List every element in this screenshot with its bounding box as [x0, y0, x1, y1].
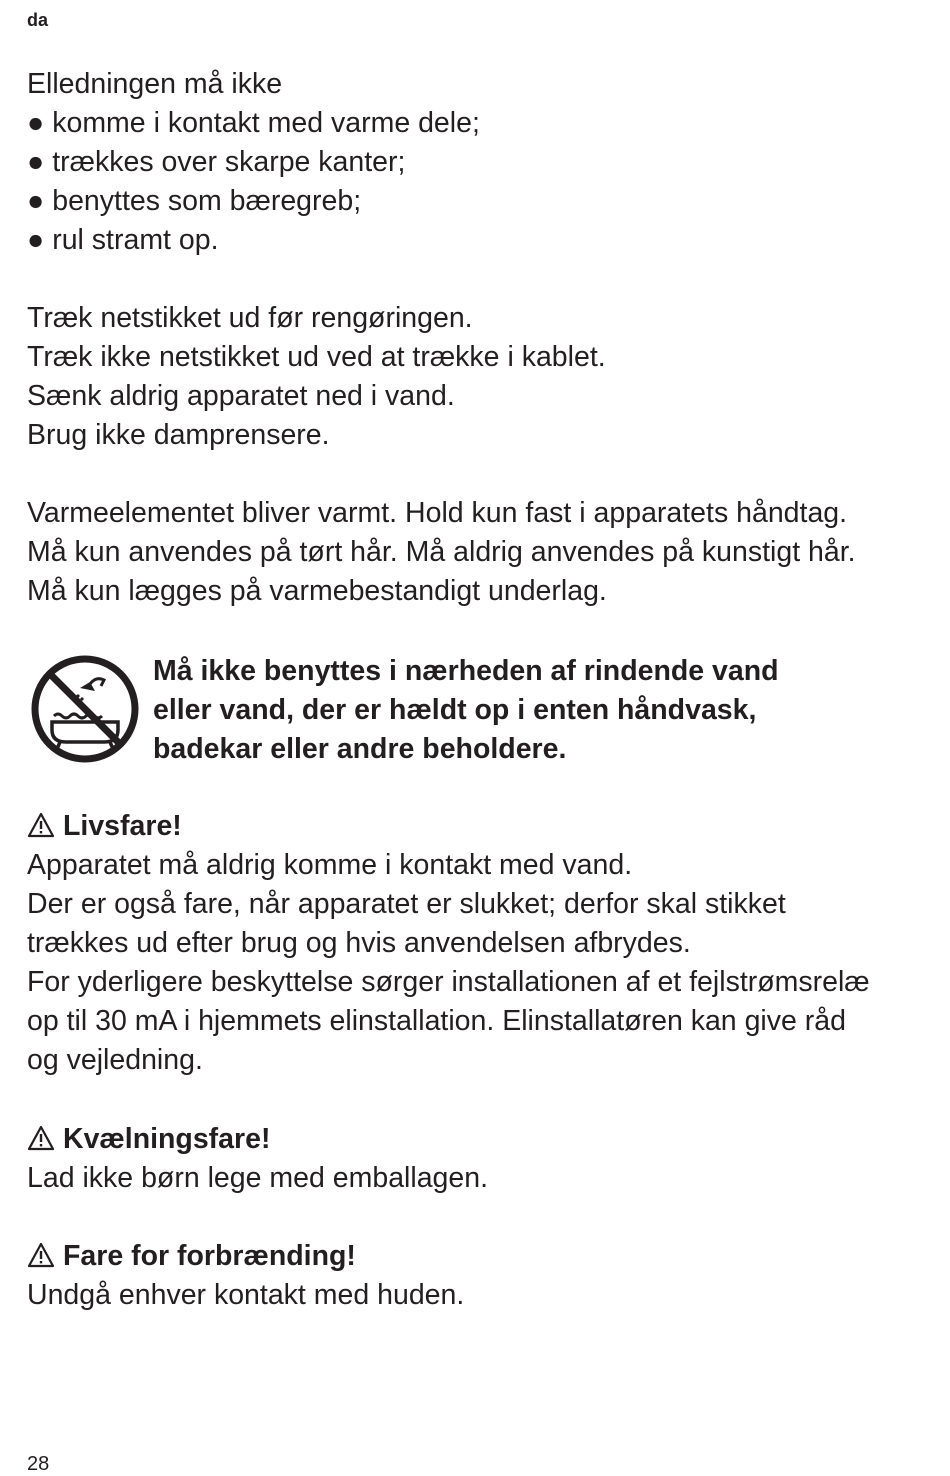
cleaning-section: [27, 299, 947, 455]
bullet-icon: ●: [27, 107, 45, 139]
text-line: Må kun anvendes på tørt hår. Må aldrig anvendes på kunstigt hår.: [27, 536, 856, 568]
cord-section: [27, 65, 947, 260]
text-line: Sænk aldrig apparatet ned i vand.: [27, 380, 455, 412]
list-item: ● rul stramt op.: [27, 224, 219, 256]
section-heading: Fare for forbrænding!: [27, 1237, 947, 1276]
warning-triangle-icon: [27, 812, 55, 838]
text-line: Træk netstikket ud før rengøringen.: [27, 302, 473, 334]
section-heading: Livsfare!: [27, 807, 947, 846]
text-line: Må kun lægges på varmebestandigt underlag.: [27, 575, 607, 607]
danger-life-section: [27, 807, 947, 1080]
list-item: ● trækkes over skarpe kanter;: [27, 146, 406, 178]
list-item: ● benyttes som bæregreb;: [27, 185, 362, 217]
text-line: Undgå enhver kontakt med huden.: [27, 1279, 465, 1311]
text-line: Træk ikke netstikket ud ved at trække i kablet.: [27, 341, 606, 373]
warning-triangle-icon: [27, 1125, 55, 1151]
text-line: eller vand, der er hældt op i enten håndvask,: [153, 694, 757, 726]
text-line: Varmeelementet bliver varmt. Hold kun fast i apparatets håndtag.: [27, 497, 848, 529]
danger-burn-section: [27, 1237, 947, 1315]
water-warning: [30, 652, 930, 772]
danger-suffocation-section: [27, 1120, 947, 1198]
water-warning-text: [153, 652, 779, 769]
cord-intro: Elledningen må ikke: [27, 68, 283, 100]
text-line: og vejledning.: [27, 1044, 203, 1076]
no-bathtub-icon: [30, 654, 140, 764]
text-line: badekar eller andre beholdere.: [153, 733, 567, 765]
text-line: Apparatet må aldrig komme i kontakt med vand.: [27, 849, 633, 881]
text-line: For yderligere beskyttelse sørger installationen af et fejlstrømsrelæ: [27, 966, 870, 998]
language-code: da: [27, 10, 49, 30]
text-line: Der er også fare, når apparatet er slukket; derfor skal stikket: [27, 888, 786, 920]
text-line: op til 30 mA i hjemmets elinstallation. Elinstallatøren kan give råd: [27, 1005, 846, 1037]
bullet-icon: ●: [27, 224, 45, 256]
text-line: Må ikke benyttes i nærheden af rindende vand: [153, 655, 779, 687]
text-line: Lad ikke børn lege med emballagen.: [27, 1162, 489, 1194]
heat-section: [27, 494, 947, 611]
bullet-icon: ●: [27, 185, 45, 217]
list-item: ● komme i kontakt med varme dele;: [27, 107, 480, 139]
bullet-icon: ●: [27, 146, 45, 178]
text-line: trækkes ud efter brug og hvis anvendelsen afbrydes.: [27, 927, 691, 959]
section-heading: Kvælningsfare!: [27, 1120, 947, 1159]
text-line: Brug ikke damprensere.: [27, 419, 330, 451]
page-number: 28: [27, 1453, 50, 1475]
warning-triangle-icon: [27, 1242, 55, 1268]
